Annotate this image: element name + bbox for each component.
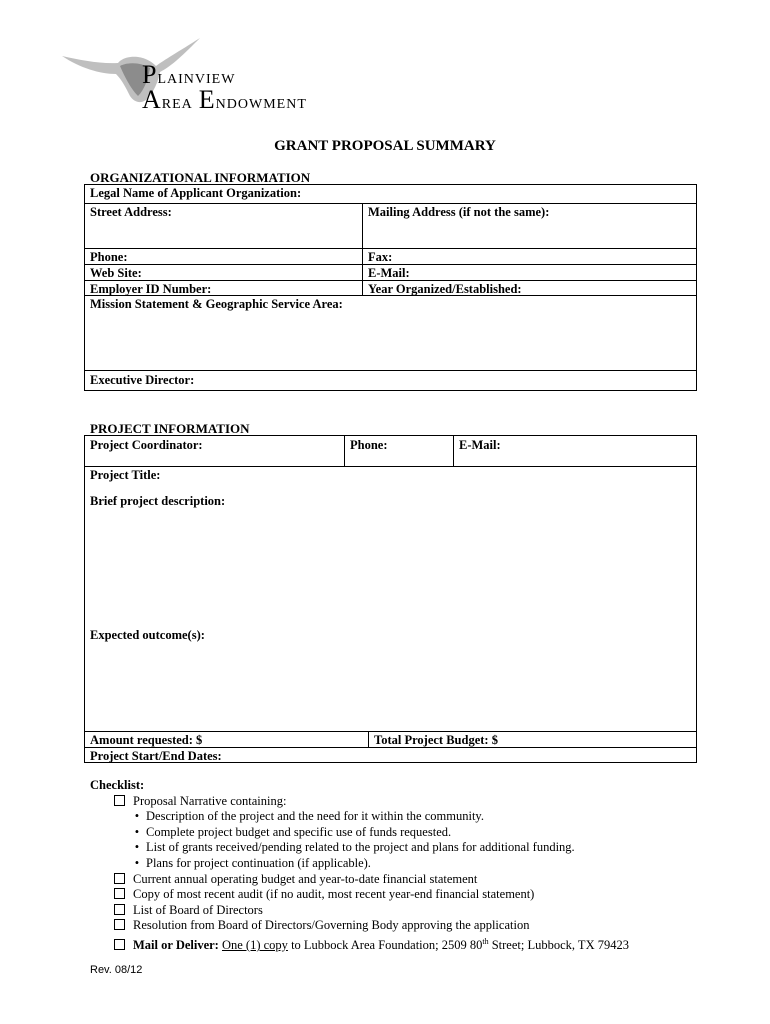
page-title: GRANT PROPOSAL SUMMARY (274, 138, 496, 154)
project-section-heading: PROJECT INFORMATION (90, 421, 250, 436)
org-phone-field[interactable]: Phone: (90, 250, 128, 264)
checklist-item: Current annual operating budget and year-to-date financial statement (90, 872, 629, 888)
project-info-table (84, 435, 697, 763)
project-phone-field[interactable]: Phone: (350, 438, 388, 452)
bullet-item: • Plans for project continuation (if applicable). (90, 856, 629, 872)
bullet-item: • Description of the project and the need for it within the community. (90, 809, 629, 825)
checkbox[interactable] (114, 939, 125, 950)
bullet-item: • List of grants received/pending related to the project and plans for additional funding. (90, 840, 629, 856)
org-email-field[interactable]: E-Mail: (368, 266, 410, 280)
project-coordinator-field[interactable]: Project Coordinator: (90, 438, 203, 452)
website-field[interactable]: Web Site: (90, 266, 142, 280)
bullet-icon: • (134, 809, 140, 824)
expected-outcomes-field[interactable]: Expected outcome(s): (90, 628, 205, 642)
checkbox[interactable] (114, 888, 125, 899)
checkbox[interactable] (114, 904, 125, 915)
checkbox[interactable] (114, 873, 125, 884)
legal-name-field[interactable]: Legal Name of Applicant Organization: (90, 186, 302, 200)
checklist-item-mail: Mail or Deliver: One (1) copy to Lubbock Area Foundation; 2509 80th Street; Lubbock, TX 79423 (90, 934, 629, 954)
year-established-field[interactable]: Year Organized/Established: (368, 282, 522, 296)
revision-label: Rev. 08/12 (90, 964, 143, 976)
project-title-field[interactable]: Project Title: (90, 468, 161, 482)
bullet-icon: • (134, 824, 140, 839)
logo-text-line1: Plainview (142, 60, 236, 89)
mailing-address-field[interactable]: Mailing Address (if not the same): (368, 205, 550, 219)
employer-id-field[interactable]: Employer ID Number: (90, 282, 212, 296)
street-address-field[interactable]: Street Address: (90, 205, 172, 219)
checkbox[interactable] (114, 919, 125, 930)
start-end-dates-field[interactable]: Project Start/End Dates: (90, 749, 222, 763)
amount-requested-field[interactable]: Amount requested: $ (90, 733, 203, 747)
logo-text-line2: Area Endowment (142, 85, 307, 114)
project-description-field[interactable]: Brief project description: (90, 494, 226, 508)
bullet-item: • Complete project budget and specific use of funds requested. (90, 825, 629, 841)
mission-statement-field[interactable]: Mission Statement & Geographic Service Area: (90, 297, 343, 311)
checklist-item: Resolution from Board of Directors/Governing Body approving the application (90, 918, 629, 934)
fax-field[interactable]: Fax: (368, 250, 393, 264)
executive-director-field[interactable]: Executive Director: (90, 373, 195, 387)
checklist-item: Proposal Narrative containing: (90, 794, 629, 810)
org-section-heading: ORGANIZATIONAL INFORMATION (90, 170, 311, 185)
checklist-item: Copy of most recent audit (if no audit, most recent year-end financial statement) (90, 887, 629, 903)
checklist-title: Checklist: (90, 778, 145, 792)
bullet-icon: • (134, 840, 140, 855)
bullet-icon: • (134, 855, 140, 870)
checklist (90, 778, 629, 954)
checklist-item: List of Board of Directors (90, 903, 629, 919)
project-email-field[interactable]: E-Mail: (459, 438, 501, 452)
logo (60, 30, 350, 114)
checkbox[interactable] (114, 795, 125, 806)
total-budget-field[interactable]: Total Project Budget: $ (374, 733, 498, 747)
